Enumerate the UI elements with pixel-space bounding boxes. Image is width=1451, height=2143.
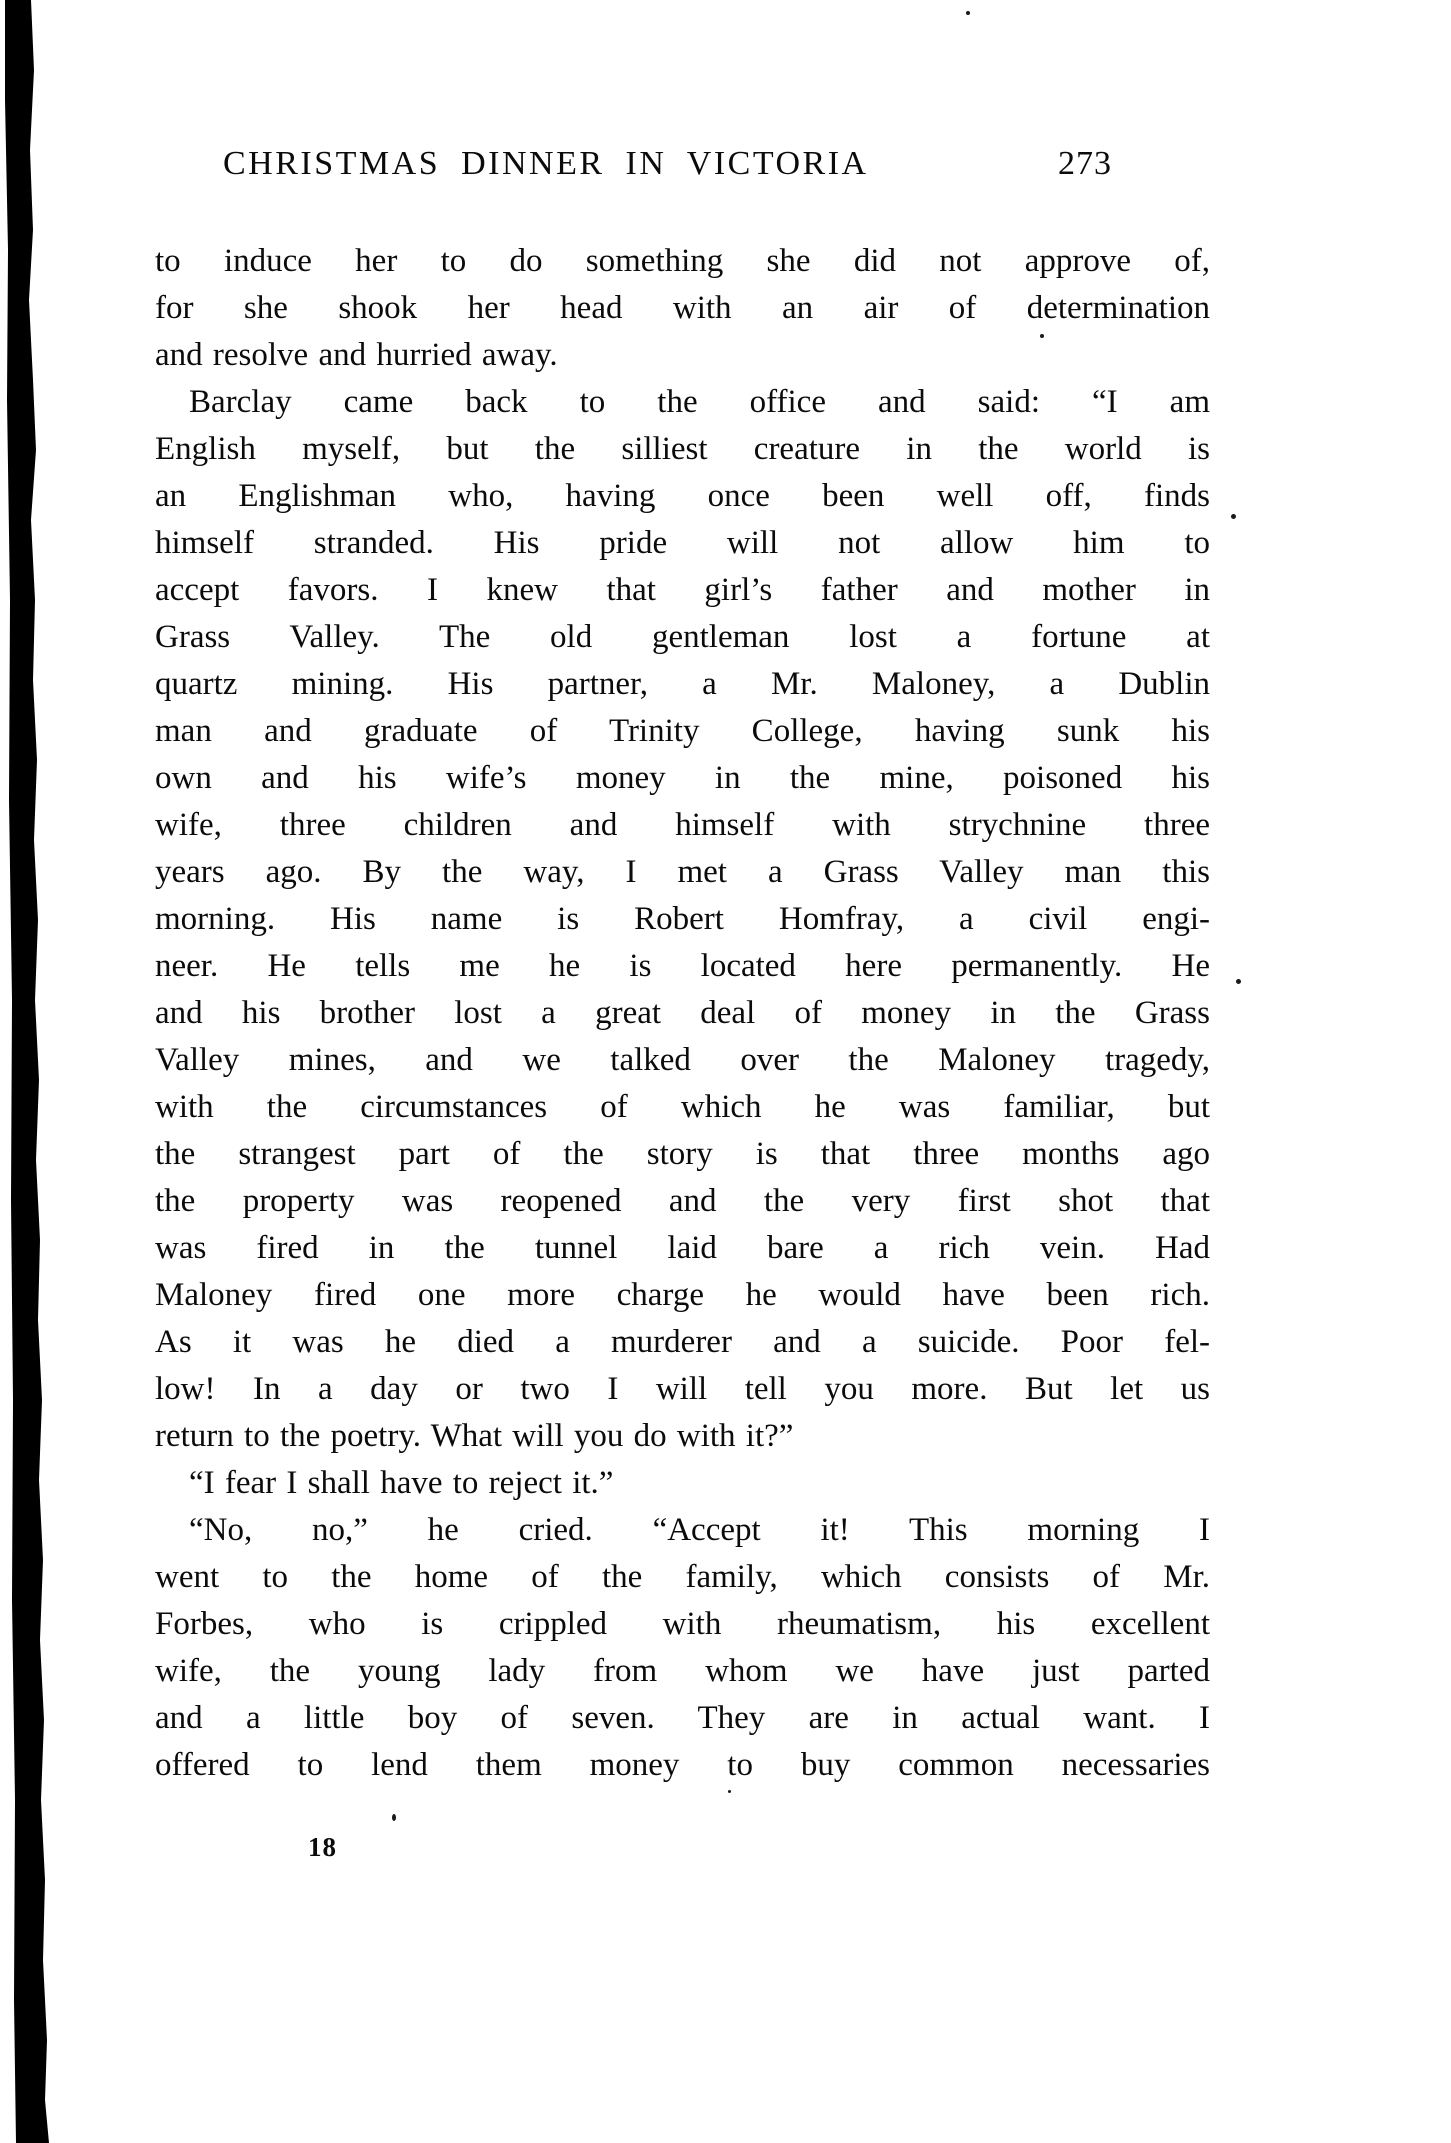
text-line: wife, three children and himself with strychnine three — [155, 807, 1210, 843]
text-line: own and his wife’s money in the mine, poisoned his — [155, 760, 1210, 796]
scan-gutter-shadow — [0, 0, 60, 2143]
text-line: return to the poetry. What will you do with it?” — [155, 1418, 794, 1454]
text-line: and resolve and hurried away. — [155, 337, 558, 373]
footer-signature: 18 — [308, 1832, 337, 1862]
text-line: the property was reopened and the very first shot that — [155, 1183, 1210, 1219]
text-line: Maloney fired one more charge he would have been rich. — [155, 1277, 1210, 1313]
speck — [392, 1814, 396, 1821]
body-text — [155, 238, 1210, 1789]
text-line: “I fear I shall have to reject it.” — [189, 1465, 614, 1501]
speck — [966, 11, 970, 15]
text-line: “No, no,” he cried. “Accept it! This morning I — [189, 1512, 1210, 1548]
speck — [1040, 334, 1044, 338]
text-line: for she shook her head with an air of determination — [155, 290, 1210, 326]
speck — [728, 1790, 731, 1793]
text-line: wife, the young lady from whom we have just parted — [155, 1653, 1210, 1689]
page-title: CHRISTMAS DINNER IN VICTORIA — [223, 145, 869, 182]
text-line: with the circumstances of which he was familiar, but — [155, 1089, 1210, 1125]
text-line: man and graduate of Trinity College, having sunk his — [155, 713, 1210, 749]
text-line: years ago. By the way, I met a Grass Valley man this — [155, 854, 1210, 890]
text-line: As it was he died a murderer and a suicide. Poor fel- — [155, 1324, 1210, 1360]
text-line: the strangest part of the story is that three months ago — [155, 1136, 1210, 1172]
text-line: accept favors. I knew that girl’s father and mother in — [155, 572, 1210, 608]
text-line: offered to lend them money to buy common necessaries — [155, 1747, 1210, 1783]
text-line: quartz mining. His partner, a Mr. Maloney, a Dublin — [155, 666, 1210, 702]
text-line: neer. He tells me he is located here permanently. He — [155, 948, 1210, 984]
text-line: morning. His name is Robert Homfray, a civil engi- — [155, 901, 1210, 937]
text-line: went to the home of the family, which consists of Mr. — [155, 1559, 1210, 1595]
page-number: 273 — [1058, 145, 1112, 182]
speck — [1236, 979, 1241, 984]
text-line: an Englishman who, having once been well off, finds — [155, 478, 1210, 514]
text-line: low! In a day or two I will tell you more. But let us — [155, 1371, 1210, 1407]
text-line: to induce her to do something she did not approve of, — [155, 243, 1210, 279]
text-line: Grass Valley. The old gentleman lost a fortune at — [155, 619, 1210, 655]
text-line: and his brother lost a great deal of money in the Grass — [155, 995, 1210, 1031]
text-line: Barclay came back to the office and said: “I am — [189, 384, 1210, 420]
text-line: and a little boy of seven. They are in actual want. I — [155, 1700, 1210, 1736]
text-line: English myself, but the silliest creature in the world is — [155, 431, 1210, 467]
text-line: himself stranded. His pride will not allow him to — [155, 525, 1210, 561]
running-head — [155, 145, 1210, 183]
speck — [1231, 514, 1236, 519]
text-line: was fired in the tunnel laid bare a rich vein. Had — [155, 1230, 1210, 1266]
text-line: Valley mines, and we talked over the Maloney tragedy, — [155, 1042, 1210, 1078]
text-line: Forbes, who is crippled with rheumatism, his excellent — [155, 1606, 1210, 1642]
